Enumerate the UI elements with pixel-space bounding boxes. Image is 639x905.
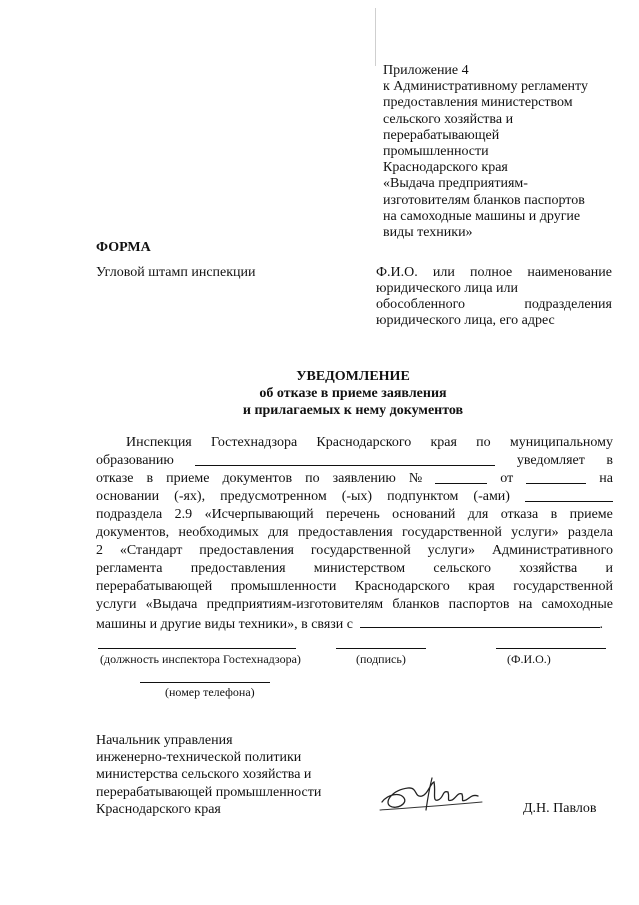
chief-line: Начальник управления bbox=[96, 733, 233, 748]
application-number-blank[interactable] bbox=[435, 471, 487, 484]
appendix-line: предоставления министерством bbox=[383, 95, 573, 111]
body-line: 2 «Стандарт предоставления государственной услуги» Административного bbox=[96, 543, 613, 558]
notice-subtitle: и прилагаемых к нему документов bbox=[242, 403, 464, 418]
chief-block bbox=[96, 732, 321, 818]
signature-caption: (подпись) bbox=[356, 652, 406, 666]
appendix-line: «Выдача предприятиям- bbox=[383, 176, 528, 192]
body-line: основании (-ях), предусмотренном (-ых) подпунктом (-ами) bbox=[96, 489, 613, 505]
municipality-blank[interactable] bbox=[195, 453, 495, 466]
scan-margin-line bbox=[375, 8, 376, 66]
appendix-line: перерабатывающей bbox=[383, 127, 500, 143]
chief-line: перерабатывающей промышленности bbox=[96, 784, 322, 800]
appendix-line: изготовителям бланков паспортов bbox=[383, 192, 585, 208]
body-line: образованию уведомляет в bbox=[96, 453, 613, 468]
appendix-line: на самоходные машины и другие bbox=[383, 208, 581, 224]
position-line bbox=[98, 648, 296, 649]
chief-line: Краснодарского края bbox=[96, 801, 221, 817]
body-line: машины и другие виды техники», в связи с . bbox=[96, 617, 604, 632]
appendix-line: сельского хозяйства и bbox=[383, 111, 514, 127]
phone-caption: (номер телефона) bbox=[165, 685, 255, 699]
notice-title: УВЕДОМЛЕНИЕ bbox=[296, 369, 410, 384]
name-caption: (Ф.И.О.) bbox=[507, 652, 551, 666]
body-line: отказе в приеме документов по заявлению № от на bbox=[96, 471, 613, 486]
form-label: ФОРМА bbox=[96, 240, 151, 255]
body-line: услуги «Выдача предприятиям-изготовителям бланков паспортов на самоходные bbox=[96, 597, 613, 612]
chief-line: министерства сельского хозяйства и bbox=[96, 767, 312, 783]
position-caption: (должность инспектора Гостехнадзора) bbox=[100, 652, 301, 666]
appendix-line: промышленности bbox=[383, 144, 489, 160]
appendix-line: Краснодарского края bbox=[383, 160, 508, 176]
addressee-line: обособленного подразделения bbox=[376, 297, 612, 312]
body-line: документов, необходимых для предоставления государственной услуги» раздела bbox=[96, 525, 613, 540]
subparagraph-blank[interactable] bbox=[525, 489, 613, 502]
stamp-label: Угловой штамп инспекции bbox=[96, 265, 256, 280]
chief-line: инженерно-технической политики bbox=[96, 750, 302, 766]
body-line: подраздела 2.9 «Исчерпывающий перечень оснований для отказа в приеме bbox=[96, 507, 613, 522]
addressee-line: юридического лица или bbox=[376, 281, 519, 296]
body-line: регламента предоставления министерством сельского хозяйства и bbox=[96, 561, 613, 576]
appendix-line: к Административному регламенту bbox=[383, 79, 588, 95]
addressee-line: Ф.И.О. или полное наименование bbox=[376, 265, 612, 280]
signature-line bbox=[336, 648, 426, 649]
appendix-block bbox=[383, 63, 588, 241]
body-line: перерабатывающей промышленности Краснодарского края государственной bbox=[96, 579, 613, 594]
appendix-line: виды техники» bbox=[383, 225, 473, 241]
notice-subtitle: об отказе в приеме заявления bbox=[259, 386, 447, 401]
application-date-blank[interactable] bbox=[526, 471, 586, 484]
addressee-line: юридического лица, его адрес bbox=[376, 313, 555, 328]
appendix-line: Приложение 4 bbox=[383, 63, 469, 78]
handwritten-signature bbox=[378, 772, 488, 820]
chief-name: Д.Н. Павлов bbox=[523, 801, 597, 816]
reason-blank[interactable] bbox=[360, 615, 600, 628]
phone-line bbox=[140, 682, 270, 683]
body-line: Инспекция Гостехнадзора Краснодарского края по муниципальному bbox=[126, 435, 613, 450]
name-line bbox=[496, 648, 606, 649]
